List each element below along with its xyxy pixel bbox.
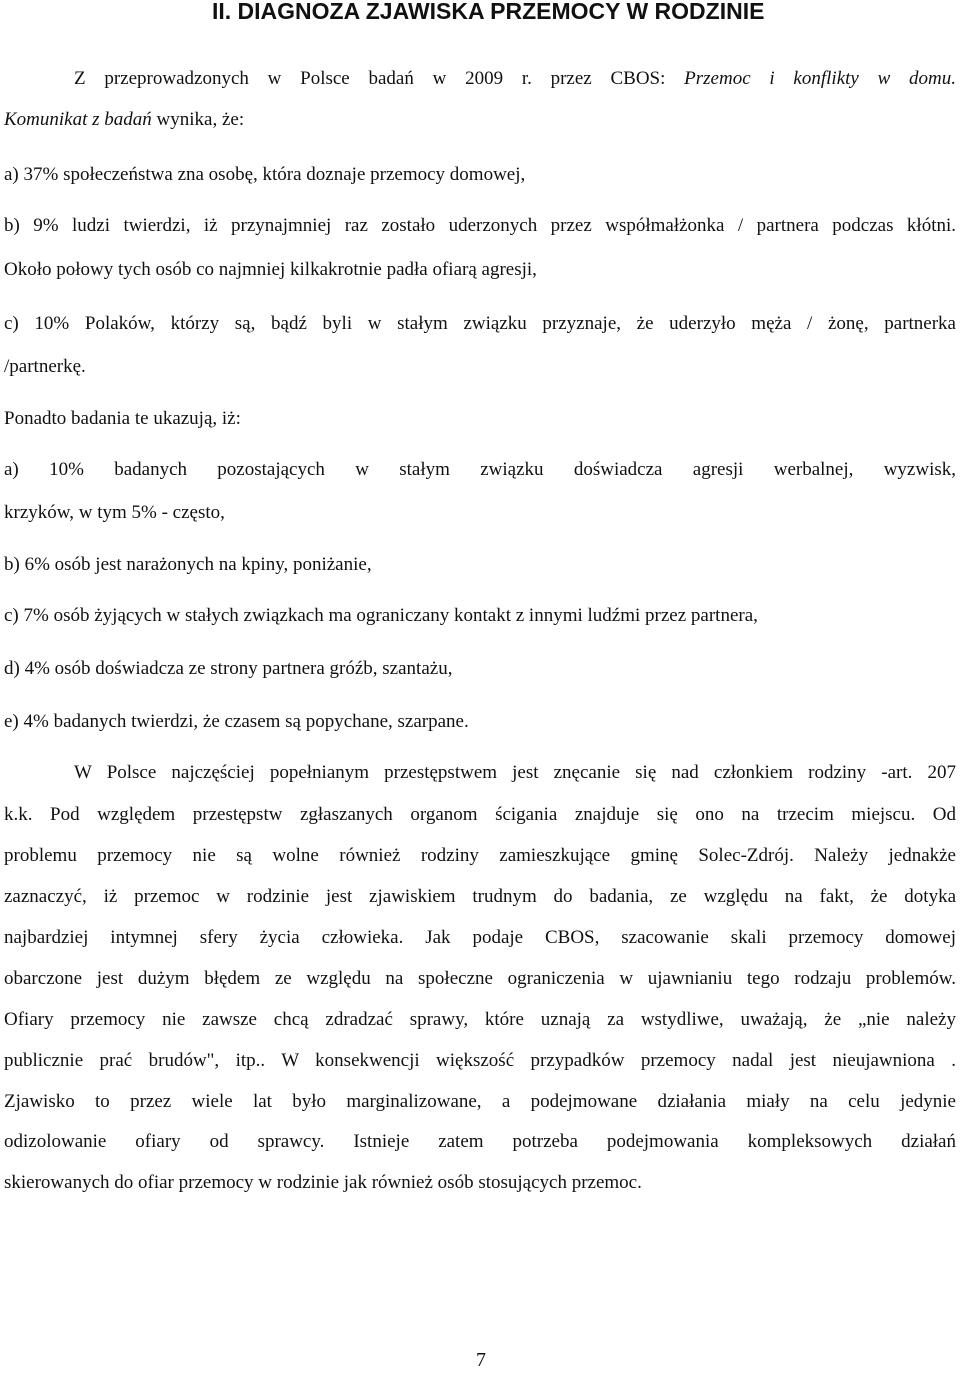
subsection-heading: Ponadto badania te ukazują, iż: bbox=[4, 408, 241, 429]
list-item: b) 9% ludzi twierdzi, iż przynajmniej raz zostało uderzonych przez współmałżonka / partnera podczas kłótni. bbox=[4, 215, 956, 236]
publication-title: Przemoc i konflikty w domu. bbox=[684, 68, 956, 89]
list-item: b) 6% osób jest narażonych na kpiny, poniżanie, bbox=[4, 554, 372, 575]
list-item: c) 10% Polaków, którzy są, bądź byli w stałym związku przyznaje, że uderzyło męża / żonę, partnerka bbox=[4, 313, 956, 334]
paragraph-line: W Polsce najczęściej popełnianym przestępstwem jest znęcanie się nad członkiem rodziny -art. 207 bbox=[74, 762, 956, 783]
paragraph-line: Zjawisko to przez wiele lat było marginalizowane, a podejmowane działania miały na celu jedynie bbox=[4, 1091, 956, 1112]
publication-subtitle: Komunikat z badań bbox=[4, 109, 152, 130]
intro-text: wynika, że: bbox=[151, 109, 245, 130]
page-number: 7 bbox=[476, 1349, 486, 1371]
section-title: II. DIAGNOZA ZJAWISKA PRZEMOCY W RODZINIE bbox=[212, 0, 765, 24]
list-item-continuation: krzyków, w tym 5% - często, bbox=[4, 502, 225, 523]
intro-line-2 bbox=[4, 107, 244, 133]
paragraph-line: odizolowanie ofiary od sprawcy. Istnieje zatem potrzeba podejmowania kompleksowych działań bbox=[4, 1131, 956, 1152]
paragraph-line: problemu przemocy nie są wolne również rodziny zamieszkujące gminę Solec-Zdrój. Należy jednakże bbox=[4, 845, 956, 866]
paragraph-line: skierowanych do ofiar przemocy w rodzinie jak również osób stosujących przemoc. bbox=[4, 1172, 642, 1193]
list-item-continuation: Około połowy tych osób co najmniej kilkakrotnie padła ofiarą agresji, bbox=[4, 259, 537, 280]
list-item: a) 37% społeczeństwa zna osobę, która doznaje przemocy domowej, bbox=[4, 164, 526, 185]
paragraph-line: zaznaczyć, iż przemoc w rodzinie jest zjawiskiem trudnym do badania, ze względu na fakt, że dotyka bbox=[4, 886, 956, 907]
list-item: a) 10% badanych pozostających w stałym związku doświadcza agresji werbalnej, wyzwisk, bbox=[4, 459, 956, 480]
paragraph-line: Ofiary przemocy nie zawsze chcą zdradzać sprawy, które uznają za wstydliwe, uważają, że „nie należy bbox=[4, 1009, 956, 1030]
list-item: e) 4% badanych twierdzi, że czasem są popychane, szarpane. bbox=[4, 711, 469, 732]
list-item: c) 7% osób żyjących w stałych związkach ma ograniczany kontakt z innymi ludźmi przez partnera, bbox=[4, 605, 758, 626]
intro-line-1 bbox=[74, 66, 956, 92]
list-item-continuation: /partnerkę. bbox=[4, 356, 86, 377]
paragraph-line: obarczone jest dużym błędem ze względu na społeczne ograniczenia w ujawnianiu tego rodzaju problemów. bbox=[4, 968, 956, 989]
intro-text: Z przeprowadzonych w Polsce badań w 2009 r. przez CBOS: bbox=[74, 68, 685, 89]
paragraph-line: najbardziej intymnej sfery życia człowieka. Jak podaje CBOS, szacowanie skali przemocy domowej bbox=[4, 927, 956, 948]
list-item: d) 4% osób doświadcza ze strony partnera gróźb, szantażu, bbox=[4, 658, 453, 679]
paragraph-line: k.k. Pod względem przestępstw zgłaszanych organom ścigania znajduje się ono na trzecim miejscu. Od bbox=[4, 804, 956, 825]
paragraph-line: publicznie prać brudów", itp.. W konsekwencji większość przypadków przemocy nadal jest nieujawniona . bbox=[4, 1050, 956, 1071]
